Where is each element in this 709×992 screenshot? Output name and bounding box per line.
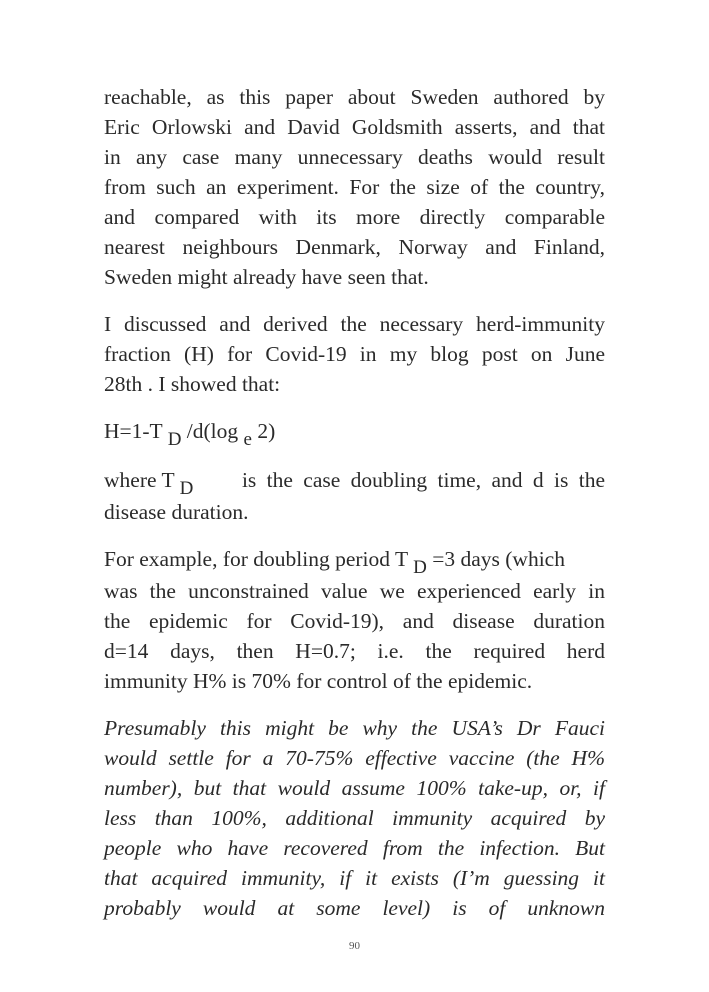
paragraph-example xyxy=(104,544,605,696)
formula-subscript: e xyxy=(243,429,252,450)
formula-part: H=1-T xyxy=(104,419,163,443)
text-line: d=14 days, then H=0.7; i.e. the required herd xyxy=(104,639,605,663)
text-line: from such an experiment. For the size of the country, xyxy=(104,175,605,199)
paragraph-definition xyxy=(104,465,605,527)
text-line: less than 100%, additional immunity acquired by xyxy=(104,806,605,830)
page-body xyxy=(104,80,605,923)
text-line: was the unconstrained value we experienced early in xyxy=(104,579,605,603)
paragraph-sweden xyxy=(104,82,605,292)
text-line: reachable, as this paper about Sweden authored by xyxy=(104,85,605,109)
text-fragment: where T D xyxy=(104,468,194,499)
subscript: D xyxy=(413,557,427,578)
page-number: 90 xyxy=(349,940,360,952)
formula-subscript: D xyxy=(167,429,182,450)
text-line: people who have recovered from the infection. But xyxy=(104,836,605,860)
text-line: the epidemic for Covid-19), and disease duration xyxy=(104,609,605,633)
formula-part: /d(log xyxy=(186,419,239,443)
text-line: would settle for a 70-75% effective vaccine (the H% xyxy=(104,746,605,770)
text-line: 28th . I showed that: xyxy=(104,372,281,396)
subscript: D xyxy=(179,478,194,499)
formula xyxy=(104,416,605,448)
paragraph-herd-immunity xyxy=(104,309,605,399)
text-line: fraction (H) for Covid-19 in my blog post on June xyxy=(104,342,605,366)
text-line: Sweden might already have seen that. xyxy=(104,265,429,289)
text-line: and compared with its more directly comparable xyxy=(104,205,605,229)
text-line: disease duration. xyxy=(104,500,249,524)
text-line: Eric Orlowski and David Goldsmith asserts, and that xyxy=(104,115,605,139)
text-line xyxy=(104,465,605,497)
text-line: I discussed and derived the necessary herd-immunity xyxy=(104,312,605,336)
paragraph-fauci xyxy=(104,713,605,923)
text-line: in any case many unnecessary deaths would result xyxy=(104,145,605,169)
formula-line xyxy=(104,416,605,448)
text-fragment: is the case doubling time, and d is the xyxy=(241,468,605,492)
text-line: probably would at some level) is of unknown xyxy=(104,896,605,920)
formula-part: 2) xyxy=(257,419,276,443)
text-line: Presumably this might be why the USA’s Dr Fauci xyxy=(104,716,605,740)
text-line: number), but that would assume 100% take-up, or, if xyxy=(104,776,605,800)
text-line: immunity H% is 70% for control of the epidemic. xyxy=(104,669,533,693)
text-line: For example, for doubling period T D =3 days (which xyxy=(104,547,565,578)
text-line: that acquired immunity, if it exists (I’m guessing it xyxy=(104,866,605,890)
text-line: nearest neighbours Denmark, Norway and Finland, xyxy=(104,235,605,259)
